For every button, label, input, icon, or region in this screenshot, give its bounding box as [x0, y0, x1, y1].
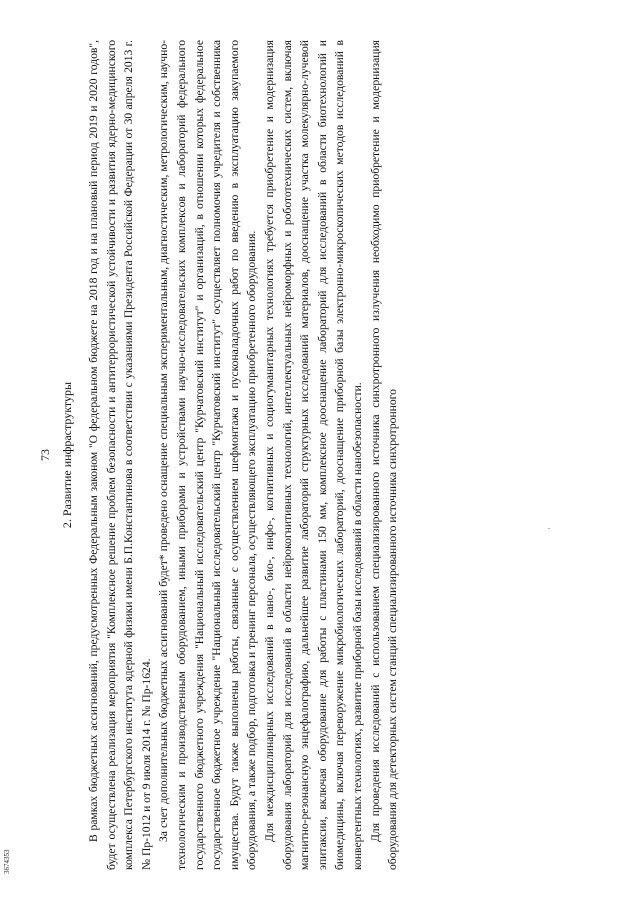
rotated-content — [38, 40, 555, 870]
paragraph-4: Для проведения исследований с использованием специализированного источника синхротронного излучения необходимо приобретение и модернизация оборудования для детекторных систем станций специализированного источника синхротронного — [368, 40, 400, 870]
section-heading: 2. Развитие инфраструктуры — [60, 381, 74, 529]
page-number: 73 — [38, 449, 52, 461]
paragraph-1: В рамках бюджетных ассигнований, предусмотренных Федеральным законом "О федеральном бюджете на 2018 год и на плановый период 2019 и 2020 годов", будет осуществлена реализация мероприятия "Комплексное решение проблем безопасности и антитеррористической устойчивости и развития ядерно-медицинского комплекса Петербургского института ядерной физики имени Б.П.Константинова в соответствии с указаниями Президента Российской Федерации от 30 апреля 2013 г. № Пр-1012 и от 9 июля 2014 г. № Пр-1624. — [87, 40, 153, 870]
paragraph-3: Для междисциплинарных исследований в нано-, био-, инфо-, когнитивных и социогуманитарных технологиях требуется приобретение и модернизация оборудования лабораторий для исследований в области нейрокогнитивных технологий, интеллектуальных нейроморфных и робототехнических систем, включая магнитно-резонансную энцефалографию, дальнейшее развитие лабораторий структурных исследований материалов, дооснащение участка молекулярно-лучевой эпитаксии, включая оборудование для работы с пластинами 150 мм, комплексное дооснащение лабораторий для исследований в области биотехнологий и биомедицины, включая переворужение микробиологических лабораторий, дооснащение приборной базы электронно-микроскопических методов исследований в конвергентных технологиях, развитие приборной базы исследований в области нанобезопасности. — [262, 40, 364, 870]
document-code: 3674353 — [3, 849, 11, 874]
margin-mark: . — [548, 522, 550, 531]
body-text — [85, 40, 402, 870]
paragraph-2: За счет дополнительных бюджетных ассигнований будет* проведено оснащение специальным экспериментальным, диагностическим, метрологическим, научно-технологическим и производственным оборудованием, иными приборами и устройствами научно-исследовательских комплексов и лабораторий федерального государственного бюджетного учреждения "Национальный исследовательский центр "Курчатовский институт" и организаций, в отношении которых федеральное государственное бюджетное учреждение "Национальный исследовательский центр "Курчатовский институт" осуществляет полномочия учредителя и собственника имущества. Будут также выполнены работы, связанные с осуществлением шефмонтажа и пусконаладочных работ по введению в эксплуатацию закупаемого оборудования, а также подбор, подготовка и тренинг персонала, осуществляющего эксплуатацию приобретенного оборудования. — [157, 40, 259, 870]
